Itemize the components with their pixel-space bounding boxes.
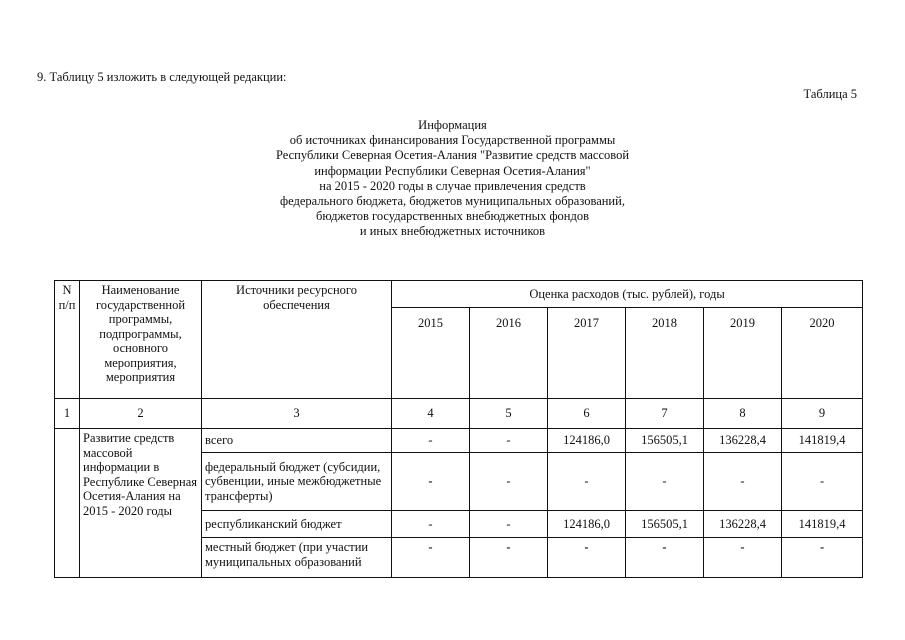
header-estimate: Оценка расходов (тыс. рублей), годы [392, 281, 863, 308]
value-cell: - [548, 453, 626, 511]
value-cell: - [392, 453, 470, 511]
value-cell: - [782, 538, 863, 578]
table-label: Таблица 5 [803, 87, 857, 101]
value-cell: 156505,1 [626, 429, 704, 453]
column-number: 9 [782, 399, 863, 429]
header-year: 2020 [782, 308, 863, 399]
header-row [55, 281, 863, 308]
column-number: 4 [392, 399, 470, 429]
header-name: Наименование государственной программы, подпрограммы, основного мероприятия, мероприятия [80, 281, 202, 399]
header-num: N п/п [55, 281, 80, 399]
column-number: 5 [470, 399, 548, 429]
column-number: 6 [548, 399, 626, 429]
header-year: 2018 [626, 308, 704, 399]
source-cell: республиканский бюджет [202, 511, 392, 538]
value-cell: - [626, 538, 704, 578]
header-year: 2015 [392, 308, 470, 399]
header-sources: Источники ресурсного обеспечения [202, 281, 392, 399]
column-numbers-row [55, 399, 863, 429]
column-number: 2 [80, 399, 202, 429]
column-number: 3 [202, 399, 392, 429]
value-cell: - [470, 511, 548, 538]
value-cell: 124186,0 [548, 429, 626, 453]
source-cell: всего [202, 429, 392, 453]
value-cell: - [782, 453, 863, 511]
value-cell: - [470, 453, 548, 511]
value-cell: 156505,1 [626, 511, 704, 538]
value-cell: - [548, 538, 626, 578]
table-row [55, 429, 863, 453]
value-cell: - [626, 453, 704, 511]
heading-line: об источниках финансирования Государственной программы [289, 133, 616, 148]
value-cell: 136228,4 [704, 429, 782, 453]
column-number: 1 [55, 399, 80, 429]
heading-line: и иных внебюджетных источников [359, 224, 546, 239]
column-number: 8 [704, 399, 782, 429]
value-cell: - [470, 538, 548, 578]
heading-line: федерального бюджета, бюджетов муниципальных образований, [280, 194, 625, 209]
heading-line: информации Республики Северная Осетия-Алания" [314, 163, 591, 178]
value-cell: - [392, 538, 470, 578]
value-cell: - [392, 511, 470, 538]
source-cell: федеральный бюджет (субсидии, субвенции, иные межбюджетные трансферты) [202, 453, 392, 511]
row-num-cell [55, 429, 80, 578]
column-number: 7 [626, 399, 704, 429]
program-name: Развитие средств массовой информации в Республике Северная Осетия-Алания на 2015 - 2020 годы [80, 429, 202, 578]
heading-line: на 2015 - 2020 годы в случае привлечения средств [319, 178, 586, 193]
value-cell: - [704, 538, 782, 578]
value-cell: 136228,4 [704, 511, 782, 538]
heading-line: Республики Северная Осетия-Алания "Развитие средств массовой [275, 148, 630, 163]
intro-text: 9. Таблицу 5 изложить в следующей редакции: [37, 70, 287, 84]
value-cell: - [470, 429, 548, 453]
financing-table [54, 280, 863, 578]
document-heading [0, 118, 905, 240]
heading-line: бюджетов государственных внебюджетных фондов [316, 209, 589, 224]
source-cell: местный бюджет (при участии муниципальных образований [202, 538, 392, 578]
value-cell: - [392, 429, 470, 453]
value-cell: - [704, 453, 782, 511]
value-cell: 141819,4 [782, 429, 863, 453]
value-cell: 124186,0 [548, 511, 626, 538]
value-cell: 141819,4 [782, 511, 863, 538]
header-year: 2016 [470, 308, 548, 399]
header-year: 2017 [548, 308, 626, 399]
heading-line: Информация [418, 118, 487, 132]
header-year: 2019 [704, 308, 782, 399]
